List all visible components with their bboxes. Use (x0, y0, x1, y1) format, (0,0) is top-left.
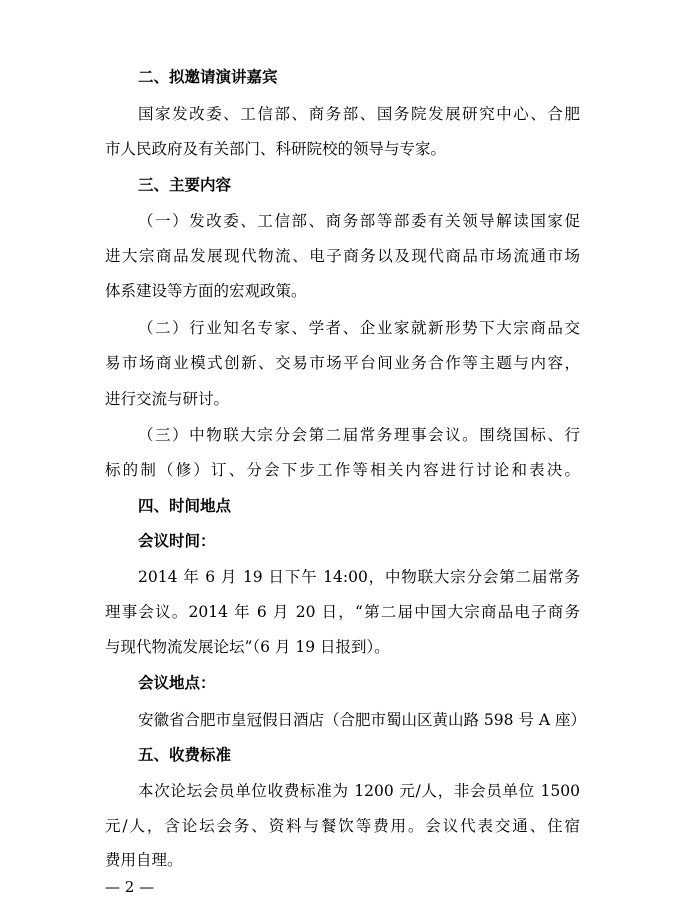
section-3-heading: 三、主要内容 (138, 176, 232, 194)
section-3-item-2-line-1: （二）行业知名专家、学者、企业家就新形势下大宗商品交 (138, 319, 580, 337)
section-4-heading: 四、时间地点 (138, 497, 232, 515)
meeting-time-line-1: 2014 年 6 月 19 日下午 14:00，中物联大宗分会第二届常务 (138, 568, 580, 586)
section-5-line-3: 费用自理。 (105, 851, 183, 869)
meeting-place-label: 会议地点： (138, 674, 216, 692)
meeting-time-line-3: 与现代物流发展论坛”（6 月 19 日报到）。 (105, 638, 390, 656)
section-3-item-3-line-2: 标的制（修）订、分会下步工作等相关内容进行讨论和表决。 (105, 461, 580, 479)
meeting-time-line-2: 理事会议。2014 年 6 月 20 日，“第二届中国大宗商品电子商务 (105, 603, 580, 621)
section-5-line-1: 本次论坛会员单位收费标准为 1200 元/人，非会员单位 1500 (138, 782, 580, 800)
meeting-time-label: 会议时间： (138, 532, 216, 550)
section-3-item-3-line-1: （三）中物联大宗分会第二届常务理事会议。围绕国标、行 (138, 426, 580, 444)
section-3-item-2-line-3: 进行交流与研讨。 (105, 390, 230, 408)
meeting-place-line-1: 安徽省合肥市皇冠假日酒店（合肥市蜀山区黄山路 598 号 A 座） (138, 711, 586, 729)
section-5-line-2: 元/人，含论坛会务、资料与餐饮等费用。会议代表交通、住宿 (105, 817, 580, 835)
section-3-item-1-line-2: 进大宗商品发展现代物流、电子商务以及现代商品市场流通市场 (105, 247, 580, 265)
section-3-item-1-line-1: （一）发改委、工信部、商务部等部委有关领导解读国家促 (138, 212, 580, 230)
section-3-item-1-line-3: 体系建设等方面的宏观政策。 (105, 282, 307, 300)
section-5-heading: 五、收费标准 (138, 746, 232, 764)
section-3-item-2-line-2: 易市场商业模式创新、交易市场平台间业务合作等主题与内容， (105, 354, 580, 372)
section-2-heading: 二、拟邀请演讲嘉宾 (138, 68, 278, 86)
page-number: — 2 — (105, 878, 155, 896)
section-2-line-2: 市人民政府及有关部门、科研院校的领导与专家。 (105, 140, 447, 158)
section-2-line-1: 国家发改委、工信部、商务部、国务院发展研究中心、合肥 (138, 105, 580, 123)
